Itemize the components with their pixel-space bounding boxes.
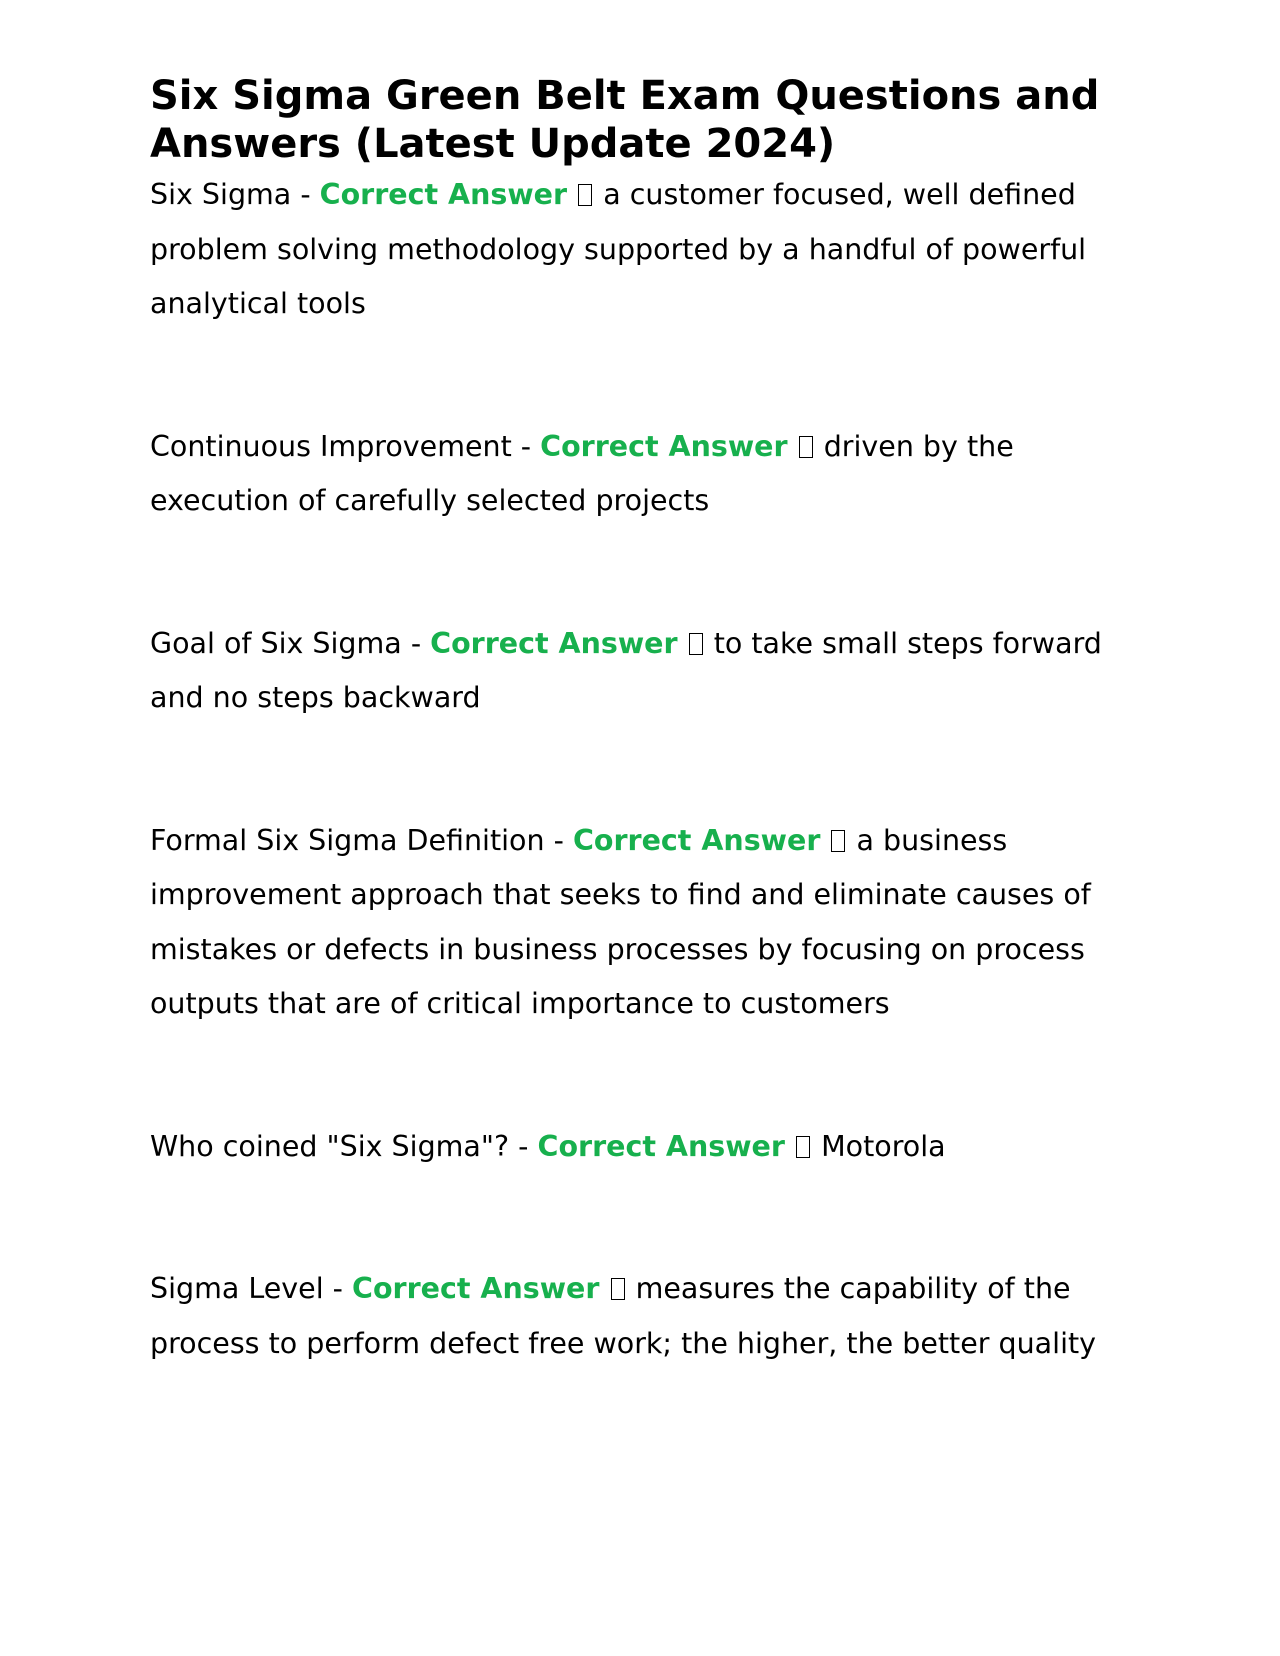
missing-glyph-box-icon — [831, 830, 845, 852]
qa-entry — [150, 420, 1130, 529]
qa-term: Who coined "Six Sigma"? — [150, 1129, 510, 1163]
qa-entry — [150, 1262, 1130, 1371]
qa-answer: a business improvement approach that seeks to find and eliminate causes of mistakes or defects in business processes by focusing on process outputs that are of critical importance to customers — [150, 823, 1091, 1020]
qa-separator: - — [544, 823, 573, 857]
qa-answer: measures the capability of the process to perform defect free work; the higher, the better quality — [150, 1272, 1097, 1360]
correct-answer-label: Correct Answer — [572, 823, 821, 857]
missing-glyph-box-icon — [799, 436, 813, 458]
qa-separator: - — [291, 178, 320, 211]
qa-answer: to take small steps forward and no steps backward — [150, 626, 1102, 714]
missing-glyph-box-icon — [796, 1136, 810, 1158]
correct-answer-label: Correct Answer — [537, 1129, 785, 1163]
correct-answer-label: Correct Answer — [430, 626, 678, 660]
qa-answer: a customer focused, well defined problem solving methodology supported by a handful of powerful analytical tools — [150, 178, 1087, 320]
qa-term: Six Sigma — [150, 178, 292, 211]
qa-separator: - — [323, 1272, 353, 1305]
qa-separator: - — [511, 429, 541, 463]
qa-answer: driven by the execution of carefully selected projects — [150, 429, 1014, 517]
qa-entry — [150, 814, 1130, 1032]
qa-term: Goal of Six Sigma — [150, 626, 402, 660]
missing-glyph-box-icon — [689, 633, 703, 655]
correct-answer-label: Correct Answer — [319, 178, 568, 211]
qa-entry — [150, 617, 1130, 726]
qa-separator: - — [401, 626, 431, 660]
missing-glyph-box-icon — [578, 184, 592, 206]
document-title: Six Sigma Green Belt Exam Questions and Answers (Latest Update 2024) — [150, 73, 1100, 167]
missing-glyph-box-icon — [611, 1278, 625, 1300]
qa-term: Formal Six Sigma Definition — [150, 823, 545, 857]
qa-term: Continuous Improvement — [150, 429, 512, 463]
correct-answer-label: Correct Answer — [540, 429, 788, 463]
correct-answer-label: Correct Answer — [352, 1272, 600, 1305]
qa-entry — [150, 168, 1130, 332]
qa-entry — [150, 1120, 1130, 1175]
qa-separator: - — [509, 1129, 538, 1163]
qa-answer: Motorola — [821, 1129, 946, 1163]
document-page — [150, 72, 1130, 1371]
qa-term: Sigma Level — [150, 1272, 324, 1305]
